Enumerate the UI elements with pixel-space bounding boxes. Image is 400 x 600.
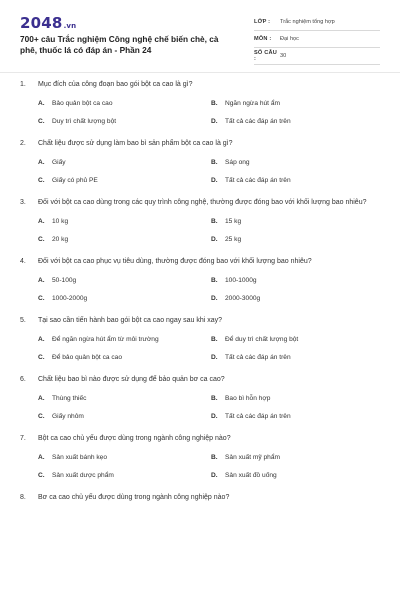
option-text: Bảo quản bột ca cao	[52, 100, 113, 107]
option-text: Tất cả các đáp án trên	[225, 177, 291, 184]
option-text: Tất cả các đáp án trên	[225, 354, 291, 361]
option-text: 50-100g	[52, 277, 77, 284]
answer-options	[38, 335, 380, 362]
question-header	[20, 79, 380, 91]
option-letter: B.	[211, 336, 218, 343]
question-number: 3.	[20, 199, 26, 206]
option-letter: B.	[211, 277, 218, 284]
option-text: Ngăn ngừa hút ẩm	[225, 100, 281, 107]
answer-option[interactable]	[38, 276, 211, 285]
question-item	[20, 433, 380, 480]
answer-option[interactable]	[38, 235, 211, 244]
option-text: Giấy có phủ PE	[52, 177, 98, 184]
option-text: 10 kg	[52, 218, 69, 225]
option-letter: B.	[211, 454, 218, 461]
option-letter: B.	[211, 395, 218, 402]
option-text: Sản xuất mỹ phẩm	[225, 454, 280, 461]
option-text: Để bảo quản bột ca cao	[52, 354, 123, 361]
question-number: 1.	[20, 81, 26, 88]
question-number: 8.	[20, 494, 26, 501]
answer-options	[38, 99, 380, 126]
answer-option[interactable]	[211, 453, 384, 462]
answer-option[interactable]	[211, 117, 384, 126]
answer-option[interactable]	[38, 99, 211, 108]
option-letter: B.	[211, 100, 218, 107]
option-text: 100-1000g	[225, 277, 257, 284]
answer-option[interactable]	[211, 276, 384, 285]
option-text: Giấy nhôm	[52, 413, 84, 420]
option-letter: D.	[211, 118, 218, 125]
meta-value: Trắc nghiệm tổng hợp	[280, 19, 335, 25]
meta-row-count	[254, 48, 380, 65]
option-letter: D.	[211, 177, 218, 184]
meta-value: Đại học	[280, 36, 299, 42]
answer-options	[38, 394, 380, 421]
option-letter: C.	[38, 472, 45, 479]
question-header	[20, 433, 380, 445]
option-letter: C.	[38, 177, 45, 184]
question-text: Chất liệu được sử dụng làm bao bì sản phẩm bột ca cao là gì?	[38, 140, 233, 147]
option-text: Bao bì hỗn hợp	[225, 395, 271, 402]
answer-option[interactable]	[38, 117, 211, 126]
option-text: Để ngăn ngừa hút ẩm từ môi trường	[52, 336, 159, 343]
logo-text: 2048	[20, 14, 63, 32]
question-number: 5.	[20, 317, 26, 324]
option-letter: D.	[211, 354, 218, 361]
option-text: Tất cả các đáp án trên	[225, 118, 291, 125]
meta-row-subject	[254, 31, 380, 48]
question-item	[20, 138, 380, 185]
answer-option[interactable]	[38, 158, 211, 167]
option-text: 1000-2000g	[52, 295, 88, 302]
question-number: 7.	[20, 435, 26, 442]
question-text: Bột ca cao chủ yếu được dùng trong ngành công nghiệp nào?	[38, 435, 231, 442]
option-text: Sản xuất đồ uống	[225, 472, 277, 479]
option-letter: B.	[211, 218, 218, 225]
option-text: 2000-3000g	[225, 295, 261, 302]
question-number: 2.	[20, 140, 26, 147]
answer-option[interactable]	[211, 235, 384, 244]
meta-row-class	[254, 14, 380, 31]
option-letter: D.	[211, 413, 218, 420]
question-header	[20, 256, 380, 268]
answer-option[interactable]	[38, 412, 211, 421]
question-item	[20, 79, 380, 126]
meta-key: SỐ CÂU :	[254, 50, 277, 62]
answer-option[interactable]	[38, 394, 211, 403]
answer-option[interactable]	[38, 335, 211, 344]
answer-option[interactable]	[38, 176, 211, 185]
question-number: 4.	[20, 258, 26, 265]
answer-option[interactable]	[211, 294, 384, 303]
question-header	[20, 197, 380, 209]
answer-options	[38, 276, 380, 303]
option-letter: A.	[38, 336, 45, 343]
answer-option[interactable]	[211, 412, 384, 421]
answer-option[interactable]	[38, 217, 211, 226]
option-text: Sáp ong	[225, 159, 250, 166]
meta-value: 30	[280, 53, 287, 59]
option-text: 20 kg	[52, 236, 69, 243]
option-letter: C.	[38, 236, 45, 243]
answer-option[interactable]	[38, 294, 211, 303]
header-divider	[0, 72, 400, 73]
answer-option[interactable]	[38, 453, 211, 462]
option-text: 25 kg	[225, 236, 242, 243]
answer-option[interactable]	[211, 217, 384, 226]
option-letter: D.	[211, 472, 218, 479]
question-header	[20, 374, 380, 386]
question-item	[20, 256, 380, 303]
option-text: Duy trì chất lượng bột	[52, 118, 117, 125]
question-number: 6.	[20, 376, 26, 383]
answer-options	[38, 158, 380, 185]
question-text: Mục đích của công đoạn bao gói bột ca cao là gì?	[38, 81, 193, 88]
question-item	[20, 374, 380, 421]
question-item	[20, 492, 380, 504]
logo-tld: .vn	[63, 22, 77, 30]
option-letter: A.	[38, 218, 45, 225]
question-text: Đối với bột ca cao phục vụ tiêu dùng, thường được đóng bao với khối lượng bao nhiêu?	[38, 258, 312, 265]
answer-option[interactable]	[38, 353, 211, 362]
question-header	[20, 492, 380, 504]
answer-option[interactable]	[211, 394, 384, 403]
answer-option[interactable]	[211, 335, 384, 344]
question-text: Đối với bột ca cao dùng trong các quy trình công nghệ, thường được đóng bao với khối lượng bao nhiêu?	[38, 199, 367, 206]
option-letter: D.	[211, 295, 218, 302]
meta-table	[254, 14, 380, 65]
answer-option[interactable]	[38, 471, 211, 480]
document-title: 700+ câu Trắc nghiệm Công nghệ chế biến chè, cà phê, thuốc lá có đáp án - Phần 24	[20, 34, 219, 55]
site-logo[interactable]	[20, 14, 76, 32]
option-letter: C.	[38, 295, 45, 302]
question-text: Bơ ca cao chủ yếu được dùng trong ngành công nghiệp nào?	[38, 494, 230, 501]
answer-option[interactable]	[211, 99, 384, 108]
option-letter: A.	[38, 100, 45, 107]
answer-option[interactable]	[211, 176, 384, 185]
option-letter: C.	[38, 413, 45, 420]
option-text: Để duy trì chất lượng bột	[225, 336, 299, 343]
option-letter: D.	[211, 236, 218, 243]
option-text: 15 kg	[225, 218, 242, 225]
question-item	[20, 197, 380, 244]
option-letter: A.	[38, 395, 45, 402]
question-list	[20, 79, 380, 516]
option-letter: B.	[211, 159, 218, 166]
answer-option[interactable]	[211, 158, 384, 167]
question-item	[20, 315, 380, 362]
question-text: Tại sao cần tiến hành bao gói bột ca cao ngay sau khi xay?	[38, 317, 223, 324]
answer-options	[38, 453, 380, 480]
meta-key: MÔN :	[254, 36, 272, 42]
option-letter: A.	[38, 454, 45, 461]
option-text: Sản xuất dược phẩm	[52, 472, 114, 479]
option-text: Sản xuất bánh kẹo	[52, 454, 107, 461]
option-text: Giấy	[52, 159, 66, 166]
option-text: Thùng thiếc	[52, 395, 87, 402]
option-letter: A.	[38, 277, 45, 284]
question-header	[20, 138, 380, 150]
option-letter: C.	[38, 118, 45, 125]
question-header	[20, 315, 380, 327]
answer-options	[38, 217, 380, 244]
answer-option[interactable]	[211, 471, 384, 480]
answer-option[interactable]	[211, 353, 384, 362]
option-letter: A.	[38, 159, 45, 166]
option-text: Tất cả các đáp án trên	[225, 413, 291, 420]
meta-key: LỚP :	[254, 19, 271, 25]
option-letter: C.	[38, 354, 45, 361]
question-text: Chất liệu bao bì nào được sử dụng để bảo quản bơ ca cao?	[38, 376, 225, 383]
